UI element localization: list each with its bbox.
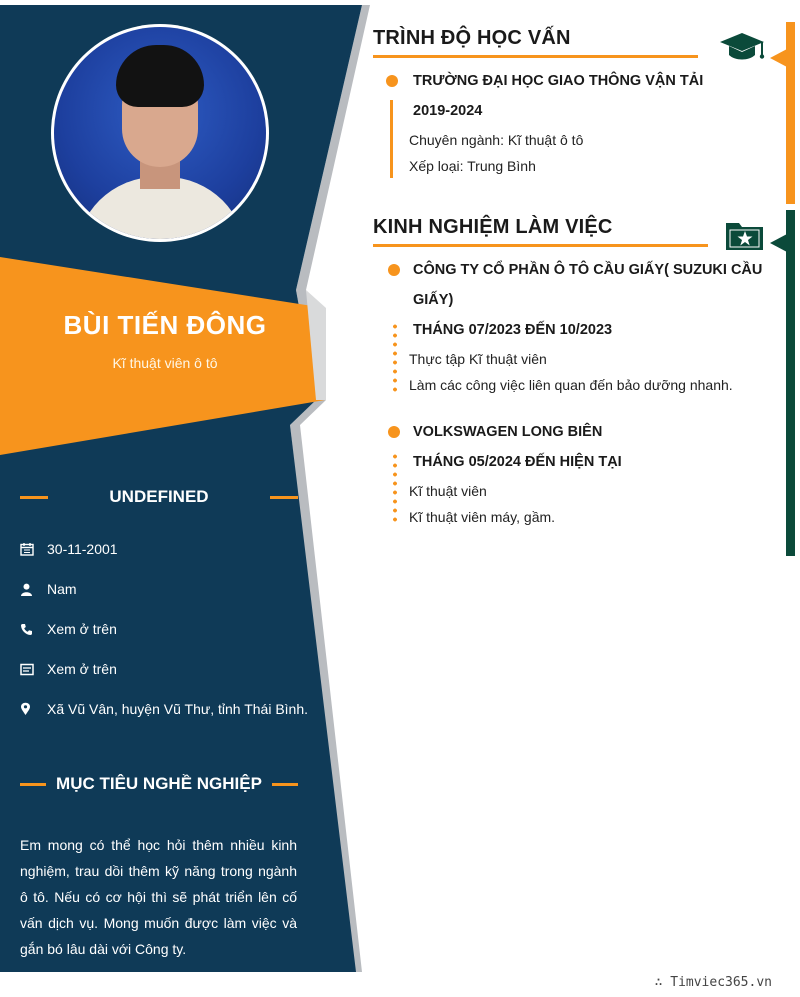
- education-bullet: [386, 75, 398, 87]
- education-grade: Xếp loại: Trung Bình: [409, 158, 536, 174]
- job1-description: Làm các công việc liên quan đến bảo dưỡng nhanh.: [409, 377, 733, 393]
- career-goal-heading: [20, 774, 298, 794]
- education-major: Chuyên ngành: Kĩ thuật ô tô: [409, 132, 584, 148]
- job2-period: THÁNG 05/2024 ĐẾN HIỆN TẠI: [413, 454, 622, 470]
- job1-bullet: [388, 264, 400, 276]
- info-gender-value: Nam: [47, 581, 77, 597]
- job1-period: THÁNG 07/2023 ĐẾN 10/2023: [413, 322, 613, 338]
- experience-heading: KINH NGHIỆM LÀM VIỆC: [373, 216, 613, 238]
- graduation-cap-icon: [719, 31, 765, 68]
- job2-timeline-dots: [393, 452, 397, 524]
- email-icon: [20, 661, 47, 677]
- info-birthday-value: 30-11-2001: [47, 541, 118, 557]
- info-email-value: Xem ở trên: [47, 661, 117, 677]
- info-item-email: [20, 649, 320, 689]
- education-side-marker: [770, 22, 800, 209]
- personal-info-list: [20, 529, 320, 729]
- profile-photo: [51, 24, 269, 242]
- education-period: 2019-2024: [413, 103, 483, 119]
- heading-dash-left: [20, 496, 48, 499]
- heading-dash-right: [270, 496, 298, 499]
- candidate-name: BÙI TIẾN ĐÔNG: [63, 310, 267, 340]
- footer-brand: ∴ Timviec365.vn: [654, 975, 772, 990]
- info-phone-value: Xem ở trên: [47, 621, 117, 637]
- candidate-job-title: Kĩ thuật viên ô tô: [112, 355, 218, 371]
- job2-bullet: [388, 426, 400, 438]
- job2-company: VOLKSWAGEN LONG BIÊN: [413, 424, 603, 440]
- job1-timeline-dots: [393, 322, 397, 392]
- info-item-phone: [20, 609, 320, 649]
- job1-role: Thực tập Kĩ thuật viên: [409, 351, 547, 367]
- education-heading-underline: [373, 55, 698, 58]
- avatar: [54, 27, 266, 239]
- education-heading: TRÌNH ĐỘ HỌC VẤN: [373, 27, 571, 49]
- job1-company-line2: GIẤY): [413, 292, 454, 308]
- user-icon: [20, 581, 47, 597]
- info-item-birthday: [20, 529, 320, 569]
- heading-dash-left: [20, 783, 46, 786]
- folder-star-icon: [725, 219, 765, 256]
- experience-heading-underline: [373, 244, 708, 247]
- phone-icon: [20, 621, 47, 637]
- job2-description: Kĩ thuật viên máy, gầm.: [409, 509, 556, 525]
- career-goal-text: Em mong có thể học hỏi thêm nhiều kinh nghiệm, trau dồi thêm kỹ năng trong ngành ô tô. Nếu có cơ hội thì sẽ phát triển lên cố vấn dịch vụ. Mong muốn được làm việc và gắn bó lâu dài với Công ty.: [20, 837, 297, 957]
- education-timeline-bar: [390, 100, 393, 178]
- info-address-value: Xã Vũ Vân, huyện Vũ Thư, tỉnh Thái Bình.: [47, 701, 309, 717]
- job2-role: Kĩ thuật viên: [409, 483, 487, 499]
- info-item-gender: [20, 569, 320, 609]
- heading-dash-right: [272, 783, 298, 786]
- calendar-icon: [20, 541, 47, 557]
- info-heading-text: UNDEFINED: [109, 487, 209, 506]
- career-goal-heading-text: MỤC TIÊU NGHỀ NGHIỆP: [56, 774, 262, 793]
- info-section-heading: [20, 487, 298, 507]
- experience-side-marker: [770, 210, 800, 561]
- education-school: TRƯỜNG ĐẠI HỌC GIAO THÔNG VẬN TẢI: [413, 73, 704, 89]
- photo-hair: [116, 45, 204, 107]
- info-item-address: [20, 689, 320, 729]
- job1-company-line1: CÔNG TY CỔ PHẦN Ô TÔ CẦU GIẤY( SUZUKI CẦU: [413, 262, 763, 278]
- location-icon: [20, 701, 47, 717]
